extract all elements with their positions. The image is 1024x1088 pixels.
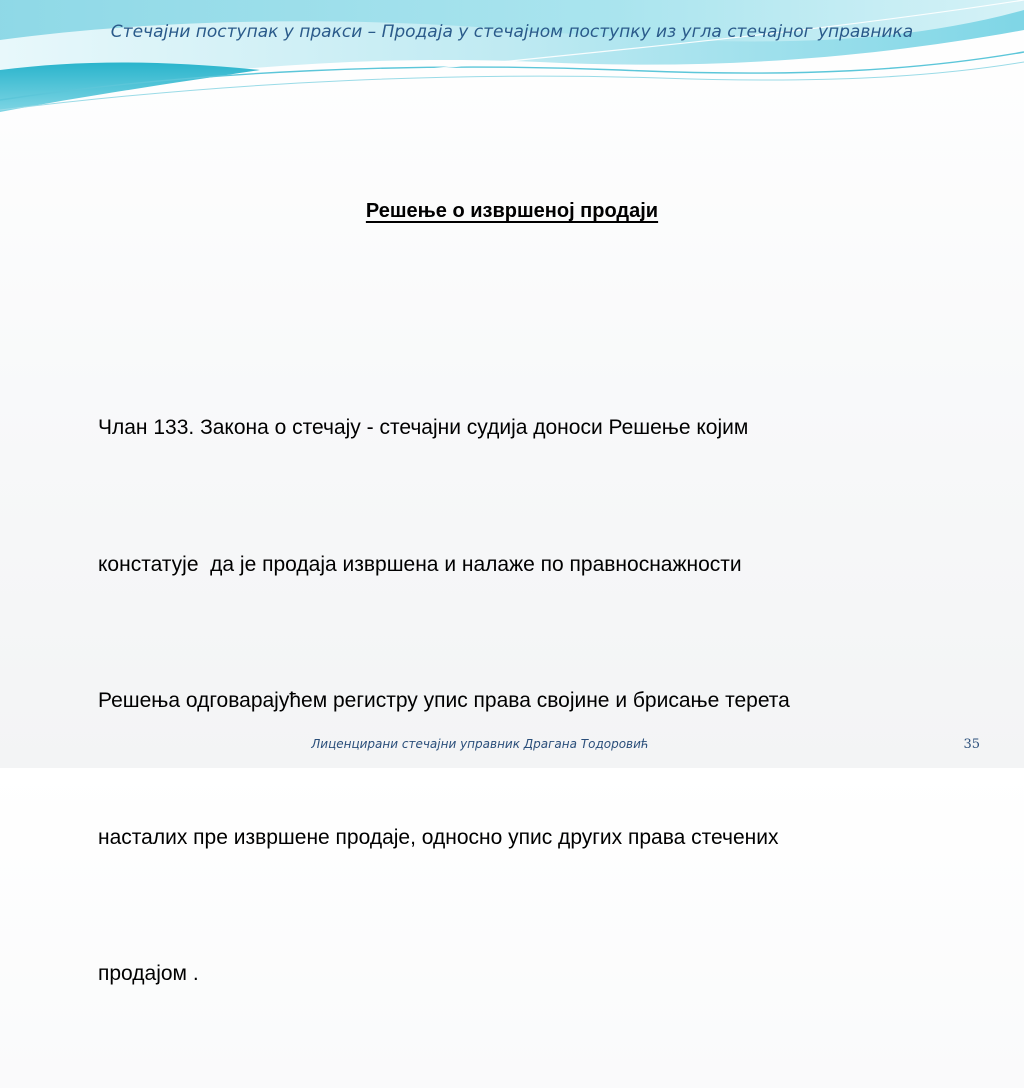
- header-title: Стечајни поступак у пракси – Продаја у стечајном поступку из угла стечајног управника: [110, 22, 914, 42]
- paragraph-line: продајом .: [98, 962, 199, 985]
- footer-author: Лиценцирани стечајни управник Драгана Тодоровић: [311, 737, 649, 751]
- wave-band-dark: [0, 63, 260, 113]
- body-paragraph: [98, 314, 958, 1088]
- section-heading: Решење о извршеној продаји: [365, 200, 659, 222]
- paragraph-line: насталих пре извршене продаје, односно упис других права стечених: [98, 825, 779, 849]
- paragraph-line: Члан 133. Закона о стечају - стечајни судија доноси Решење којим: [98, 416, 749, 439]
- header-wave-decoration: [0, 0, 1024, 130]
- paragraph-line: констатује да је продаја извршена и налаже по правноснажности: [98, 552, 742, 576]
- slide-number: 35: [963, 737, 980, 752]
- paragraph-line: Решења одговарајућем регистру упис права својине и брисање терета: [98, 689, 790, 712]
- main-content: [98, 200, 958, 223]
